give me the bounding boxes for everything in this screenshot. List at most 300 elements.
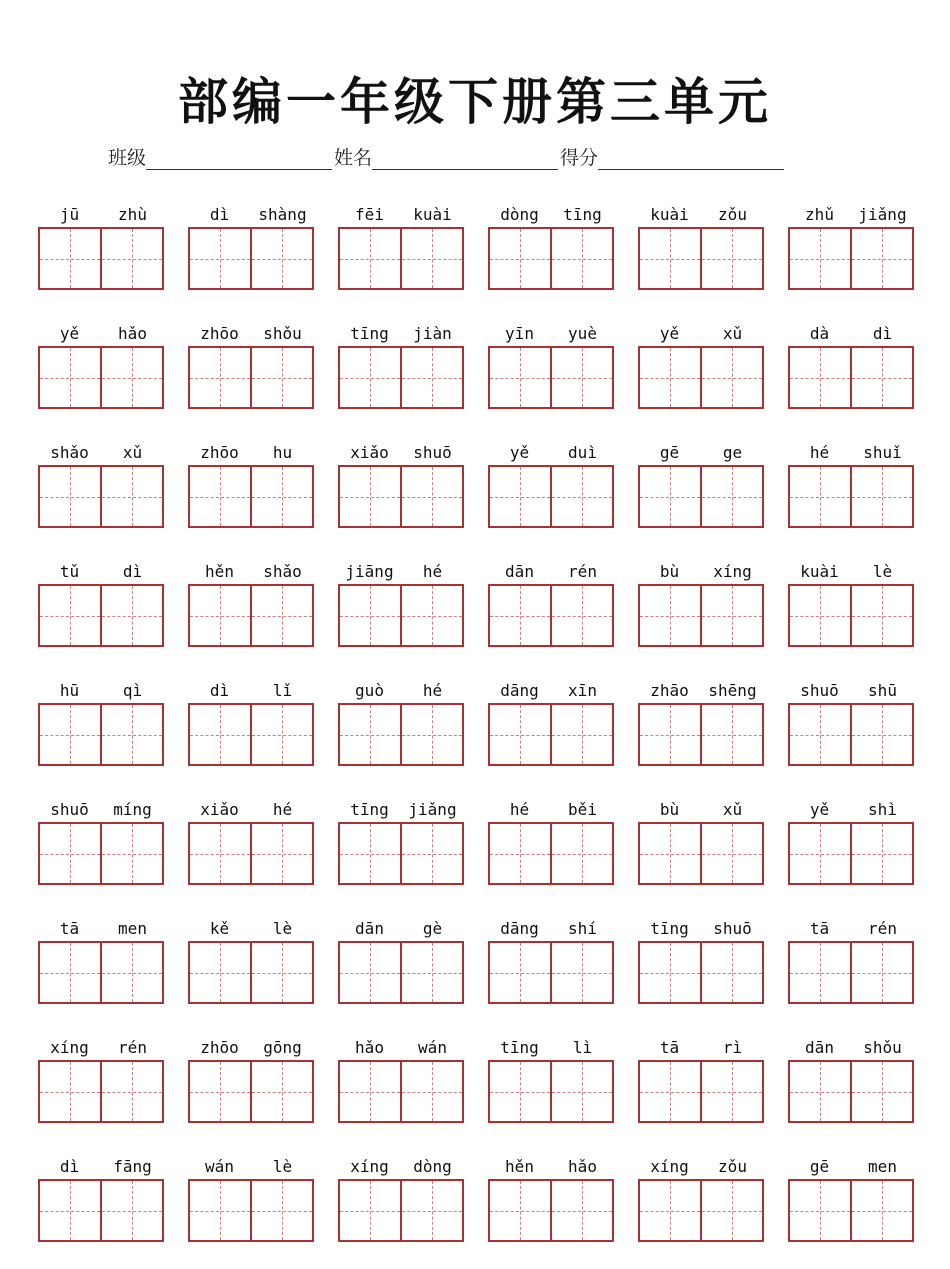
tianzige-box[interactable] <box>340 1062 400 1121</box>
tianzige-box[interactable] <box>40 1181 100 1240</box>
pinyin-row <box>638 674 764 700</box>
word-item <box>638 198 764 317</box>
tianzige-box[interactable] <box>340 824 400 883</box>
tianzige-pair <box>338 1179 464 1242</box>
word-item <box>788 555 914 674</box>
tianzige-box[interactable] <box>550 1181 612 1240</box>
tianzige-pair <box>38 227 164 290</box>
tianzige-box[interactable] <box>550 824 612 883</box>
pinyin-syllable: tīng <box>350 324 389 343</box>
tianzige-box[interactable] <box>700 229 762 288</box>
tianzige-box[interactable] <box>100 229 162 288</box>
tianzige-pair <box>38 465 164 528</box>
pinyin-row <box>788 436 914 462</box>
word-item <box>488 1031 614 1150</box>
tianzige-box[interactable] <box>250 467 312 526</box>
pinyin-syllable: shì <box>868 800 897 819</box>
pinyin-row <box>488 436 614 462</box>
tianzige-box[interactable] <box>490 586 550 645</box>
pinyin-syllable: xíng <box>350 1157 389 1176</box>
tianzige-box[interactable] <box>190 229 250 288</box>
tianzige-box[interactable] <box>790 229 850 288</box>
word-item <box>488 674 614 793</box>
pinyin-syllable: zhù <box>118 205 147 224</box>
pinyin-syllable: hé <box>509 800 530 819</box>
tianzige-box[interactable] <box>550 1062 612 1121</box>
tianzige-box[interactable] <box>790 467 850 526</box>
pinyin-syllable: dì <box>59 1157 80 1176</box>
tianzige-pair <box>38 1179 164 1242</box>
pinyin-syllable: hǎo <box>118 324 147 343</box>
tianzige-pair <box>638 227 764 290</box>
pinyin-syllable: lè <box>272 919 293 938</box>
tianzige-box[interactable] <box>640 1062 700 1121</box>
tianzige-pair <box>38 584 164 647</box>
score-label: 得分 <box>560 147 599 169</box>
tianzige-pair <box>338 703 464 766</box>
pinyin-syllable: men <box>118 919 147 938</box>
tianzige-box[interactable] <box>250 1181 312 1240</box>
tianzige-box[interactable] <box>490 348 550 407</box>
tianzige-box[interactable] <box>490 705 550 764</box>
pinyin-syllable: dān <box>505 562 534 581</box>
tianzige-box[interactable] <box>790 1181 850 1240</box>
tianzige-box[interactable] <box>340 348 400 407</box>
word-item <box>338 674 464 793</box>
tianzige-box[interactable] <box>550 229 612 288</box>
pinyin-syllable: hé <box>422 681 443 700</box>
pinyin-syllable: lè <box>872 562 893 581</box>
pinyin-syllable: hǎo <box>568 1157 597 1176</box>
pinyin-row <box>638 912 764 938</box>
word-item <box>788 674 914 793</box>
tianzige-box[interactable] <box>850 467 912 526</box>
pinyin-syllable: tīng <box>650 919 689 938</box>
pinyin-row <box>788 1031 914 1057</box>
pinyin-row <box>338 555 464 581</box>
pinyin-syllable: xíng <box>650 1157 689 1176</box>
tianzige-box[interactable] <box>100 824 162 883</box>
pinyin-syllable: gōng <box>263 1038 302 1057</box>
word-item <box>488 436 614 555</box>
tianzige-pair <box>338 346 464 409</box>
pinyin-row <box>488 793 614 819</box>
pinyin-syllable: hé <box>809 443 830 462</box>
tianzige-box[interactable] <box>40 586 100 645</box>
tianzige-box[interactable] <box>40 1062 100 1121</box>
pinyin-row <box>638 555 764 581</box>
tianzige-box[interactable] <box>490 1062 550 1121</box>
tianzige-box[interactable] <box>40 467 100 526</box>
tianzige-box[interactable] <box>400 586 462 645</box>
pinyin-row <box>38 1150 164 1176</box>
pinyin-syllable: yě <box>659 324 680 343</box>
tianzige-box[interactable] <box>40 705 100 764</box>
tianzige-box[interactable] <box>40 348 100 407</box>
tianzige-pair <box>38 1060 164 1123</box>
pinyin-row <box>488 555 614 581</box>
pinyin-syllable: dì <box>872 324 893 343</box>
tianzige-box[interactable] <box>700 1181 762 1240</box>
tianzige-box[interactable] <box>100 1062 162 1121</box>
pinyin-syllable: gē <box>659 443 680 462</box>
word-item <box>788 436 914 555</box>
pinyin-row <box>338 317 464 343</box>
tianzige-box[interactable] <box>400 1062 462 1121</box>
pinyin-row <box>38 674 164 700</box>
pinyin-syllable: zhōo <box>200 443 239 462</box>
pinyin-syllable: dān <box>805 1038 834 1057</box>
word-item <box>38 436 164 555</box>
pinyin-syllable: míng <box>113 800 152 819</box>
word-item <box>188 1150 314 1269</box>
tianzige-pair <box>788 1060 914 1123</box>
tianzige-box[interactable] <box>340 229 400 288</box>
tianzige-box[interactable] <box>250 705 312 764</box>
pinyin-syllable: zǒu <box>718 205 747 224</box>
pinyin-syllable: rén <box>568 562 597 581</box>
tianzige-pair <box>488 1060 614 1123</box>
tianzige-box[interactable] <box>790 1062 850 1121</box>
tianzige-box[interactable] <box>490 229 550 288</box>
word-item <box>788 317 914 436</box>
pinyin-row <box>188 1031 314 1057</box>
tianzige-box[interactable] <box>550 705 612 764</box>
tianzige-box[interactable] <box>250 824 312 883</box>
tianzige-box[interactable] <box>190 824 250 883</box>
tianzige-box[interactable] <box>790 586 850 645</box>
pinyin-row <box>338 674 464 700</box>
pinyin-row <box>338 436 464 462</box>
tianzige-box[interactable] <box>700 943 762 1002</box>
word-item <box>638 555 764 674</box>
pinyin-row <box>338 1031 464 1057</box>
tianzige-pair <box>488 703 614 766</box>
tianzige-box[interactable] <box>640 348 700 407</box>
tianzige-box[interactable] <box>550 467 612 526</box>
word-item <box>638 674 764 793</box>
pinyin-syllable: shuǐ <box>863 443 902 462</box>
word-item <box>488 555 614 674</box>
tianzige-box[interactable] <box>400 229 462 288</box>
tianzige-pair <box>188 1060 314 1123</box>
pinyin-syllable: fāng <box>113 1157 152 1176</box>
pinyin-syllable: shuō <box>413 443 452 462</box>
pinyin-row <box>38 198 164 224</box>
pinyin-row <box>638 793 764 819</box>
word-item <box>188 317 314 436</box>
tianzige-box[interactable] <box>640 943 700 1002</box>
student-info-row <box>108 140 828 170</box>
pinyin-syllable: zhǔ <box>805 205 834 224</box>
pinyin-syllable: shǒu <box>863 1038 902 1057</box>
pinyin-syllable: běi <box>568 800 597 819</box>
tianzige-pair <box>638 703 764 766</box>
pinyin-syllable: dāng <box>500 681 539 700</box>
word-item <box>338 198 464 317</box>
word-item <box>38 793 164 912</box>
pinyin-syllable: lè <box>272 1157 293 1176</box>
tianzige-box[interactable] <box>640 229 700 288</box>
tianzige-box[interactable] <box>850 348 912 407</box>
name-field[interactable] <box>372 149 558 170</box>
pinyin-syllable: bù <box>659 562 680 581</box>
pinyin-syllable: hu <box>272 443 293 462</box>
pinyin-row <box>188 198 314 224</box>
tianzige-pair <box>638 1060 764 1123</box>
tianzige-box[interactable] <box>400 467 462 526</box>
tianzige-box[interactable] <box>490 1181 550 1240</box>
tianzige-box[interactable] <box>790 943 850 1002</box>
pinyin-row <box>488 317 614 343</box>
pinyin-row <box>788 674 914 700</box>
pinyin-syllable: shuō <box>800 681 839 700</box>
pinyin-writing-grid <box>38 198 916 1269</box>
pinyin-syllable: dà <box>809 324 830 343</box>
tianzige-box[interactable] <box>490 943 550 1002</box>
tianzige-pair <box>338 465 464 528</box>
tianzige-box[interactable] <box>100 943 162 1002</box>
pinyin-syllable: tā <box>59 919 80 938</box>
pinyin-row <box>788 198 914 224</box>
tianzige-box[interactable] <box>550 586 612 645</box>
tianzige-box[interactable] <box>340 1181 400 1240</box>
word-item <box>638 1150 764 1269</box>
pinyin-row <box>638 436 764 462</box>
word-item <box>338 317 464 436</box>
tianzige-box[interactable] <box>250 943 312 1002</box>
pinyin-syllable: rén <box>118 1038 147 1057</box>
pinyin-syllable: kě <box>209 919 230 938</box>
tianzige-pair <box>638 346 764 409</box>
pinyin-row <box>638 317 764 343</box>
tianzige-pair <box>638 941 764 1004</box>
tianzige-box[interactable] <box>340 705 400 764</box>
pinyin-syllable: wán <box>205 1157 234 1176</box>
tianzige-box[interactable] <box>400 1181 462 1240</box>
tianzige-box[interactable] <box>190 1062 250 1121</box>
pinyin-syllable: xǔ <box>722 800 743 819</box>
pinyin-syllable: lì <box>572 1038 593 1057</box>
pinyin-syllable: hé <box>272 800 293 819</box>
pinyin-syllable: fēi <box>355 205 384 224</box>
tianzige-box[interactable] <box>550 943 612 1002</box>
tianzige-box[interactable] <box>40 943 100 1002</box>
word-item <box>788 198 914 317</box>
tianzige-pair <box>188 465 314 528</box>
pinyin-syllable: zhōo <box>200 1038 239 1057</box>
tianzige-box[interactable] <box>640 705 700 764</box>
tianzige-box[interactable] <box>190 1181 250 1240</box>
class-label: 班级 <box>108 147 147 169</box>
word-item <box>188 436 314 555</box>
pinyin-syllable: shēng <box>708 681 757 700</box>
tianzige-box[interactable] <box>340 467 400 526</box>
pinyin-syllable: men <box>868 1157 897 1176</box>
tianzige-box[interactable] <box>190 348 250 407</box>
tianzige-box[interactable] <box>400 705 462 764</box>
pinyin-row <box>638 1150 764 1176</box>
word-item <box>188 1031 314 1150</box>
tianzige-box[interactable] <box>190 943 250 1002</box>
word-item <box>188 674 314 793</box>
tianzige-box[interactable] <box>700 824 762 883</box>
pinyin-syllable: tā <box>809 919 830 938</box>
pinyin-syllable: yuè <box>568 324 597 343</box>
word-item <box>638 793 764 912</box>
tianzige-box[interactable] <box>490 467 550 526</box>
tianzige-box[interactable] <box>250 229 312 288</box>
pinyin-syllable: ge <box>722 443 743 462</box>
pinyin-syllable: yě <box>59 324 80 343</box>
tianzige-box[interactable] <box>40 824 100 883</box>
tianzige-pair <box>188 941 314 1004</box>
tianzige-box[interactable] <box>850 705 912 764</box>
tianzige-pair <box>188 584 314 647</box>
tianzige-box[interactable] <box>340 943 400 1002</box>
tianzige-box[interactable] <box>190 586 250 645</box>
pinyin-row <box>488 1031 614 1057</box>
score-field[interactable] <box>598 149 784 170</box>
tianzige-box[interactable] <box>790 348 850 407</box>
tianzige-box[interactable] <box>400 348 462 407</box>
pinyin-row <box>338 912 464 938</box>
tianzige-pair <box>488 941 614 1004</box>
word-item <box>38 1150 164 1269</box>
tianzige-box[interactable] <box>490 824 550 883</box>
pinyin-syllable: shǎo <box>263 562 302 581</box>
word-item <box>38 555 164 674</box>
tianzige-box[interactable] <box>850 943 912 1002</box>
pinyin-syllable: shuō <box>713 919 752 938</box>
pinyin-syllable: tīng <box>500 1038 539 1057</box>
pinyin-syllable: dān <box>355 919 384 938</box>
word-item <box>788 1031 914 1150</box>
word-item <box>488 1150 614 1269</box>
class-field[interactable] <box>146 149 332 170</box>
pinyin-syllable: xǔ <box>122 443 143 462</box>
tianzige-box[interactable] <box>100 467 162 526</box>
pinyin-row <box>788 555 914 581</box>
tianzige-box[interactable] <box>790 824 850 883</box>
tianzige-box[interactable] <box>100 348 162 407</box>
pinyin-syllable: rì <box>722 1038 743 1057</box>
word-item <box>488 912 614 1031</box>
tianzige-pair <box>488 822 614 885</box>
word-item <box>338 555 464 674</box>
pinyin-row <box>188 912 314 938</box>
pinyin-row <box>338 1150 464 1176</box>
tianzige-box[interactable] <box>400 943 462 1002</box>
tianzige-box[interactable] <box>850 1181 912 1240</box>
tianzige-pair <box>38 822 164 885</box>
tianzige-box[interactable] <box>190 467 250 526</box>
pinyin-syllable: xíng <box>713 562 752 581</box>
pinyin-syllable: gè <box>422 919 443 938</box>
tianzige-pair <box>488 1179 614 1242</box>
tianzige-box[interactable] <box>550 348 612 407</box>
tianzige-box[interactable] <box>850 229 912 288</box>
tianzige-box[interactable] <box>640 1181 700 1240</box>
tianzige-pair <box>338 941 464 1004</box>
pinyin-syllable: yě <box>809 800 830 819</box>
pinyin-syllable: zhāo <box>650 681 689 700</box>
pinyin-syllable: yě <box>509 443 530 462</box>
tianzige-box[interactable] <box>850 586 912 645</box>
tianzige-box[interactable] <box>640 467 700 526</box>
pinyin-row <box>38 1031 164 1057</box>
tianzige-box[interactable] <box>250 1062 312 1121</box>
tianzige-pair <box>788 465 914 528</box>
tianzige-pair <box>338 1060 464 1123</box>
pinyin-row <box>338 793 464 819</box>
tianzige-pair <box>488 584 614 647</box>
tianzige-box[interactable] <box>700 348 762 407</box>
pinyin-syllable: gē <box>809 1157 830 1176</box>
pinyin-syllable: hǎo <box>355 1038 384 1057</box>
pinyin-row <box>788 317 914 343</box>
pinyin-row <box>38 436 164 462</box>
tianzige-pair <box>788 822 914 885</box>
tianzige-box[interactable] <box>100 586 162 645</box>
tianzige-pair <box>188 822 314 885</box>
name-label: 姓名 <box>334 147 373 169</box>
tianzige-box[interactable] <box>700 467 762 526</box>
pinyin-syllable: kuài <box>800 562 839 581</box>
tianzige-box[interactable] <box>640 586 700 645</box>
tianzige-pair <box>338 227 464 290</box>
pinyin-row <box>188 317 314 343</box>
tianzige-box[interactable] <box>700 705 762 764</box>
tianzige-box[interactable] <box>190 705 250 764</box>
pinyin-row <box>188 436 314 462</box>
pinyin-syllable: tǔ <box>59 562 80 581</box>
tianzige-box[interactable] <box>100 1181 162 1240</box>
tianzige-box[interactable] <box>850 1062 912 1121</box>
tianzige-box[interactable] <box>250 586 312 645</box>
word-item <box>38 1031 164 1150</box>
pinyin-row <box>488 198 614 224</box>
word-item <box>188 555 314 674</box>
tianzige-box[interactable] <box>850 824 912 883</box>
pinyin-row <box>188 1150 314 1176</box>
tianzige-box[interactable] <box>100 705 162 764</box>
tianzige-box[interactable] <box>400 824 462 883</box>
word-item <box>338 912 464 1031</box>
tianzige-box[interactable] <box>700 1062 762 1121</box>
tianzige-box[interactable] <box>790 705 850 764</box>
pinyin-syllable: shǒu <box>263 324 302 343</box>
tianzige-box[interactable] <box>640 824 700 883</box>
tianzige-box[interactable] <box>40 229 100 288</box>
word-item <box>788 1150 914 1269</box>
tianzige-box[interactable] <box>250 348 312 407</box>
pinyin-syllable: tīng <box>350 800 389 819</box>
tianzige-box[interactable] <box>700 586 762 645</box>
tianzige-pair <box>788 941 914 1004</box>
tianzige-pair <box>638 1179 764 1242</box>
word-item <box>638 317 764 436</box>
pinyin-syllable: tā <box>659 1038 680 1057</box>
word-item <box>638 1031 764 1150</box>
tianzige-pair <box>488 465 614 528</box>
pinyin-row <box>38 793 164 819</box>
pinyin-syllable: jiǎng <box>408 800 457 819</box>
tianzige-pair <box>638 584 764 647</box>
pinyin-syllable: shàng <box>258 205 307 224</box>
word-item <box>638 436 764 555</box>
tianzige-box[interactable] <box>340 586 400 645</box>
